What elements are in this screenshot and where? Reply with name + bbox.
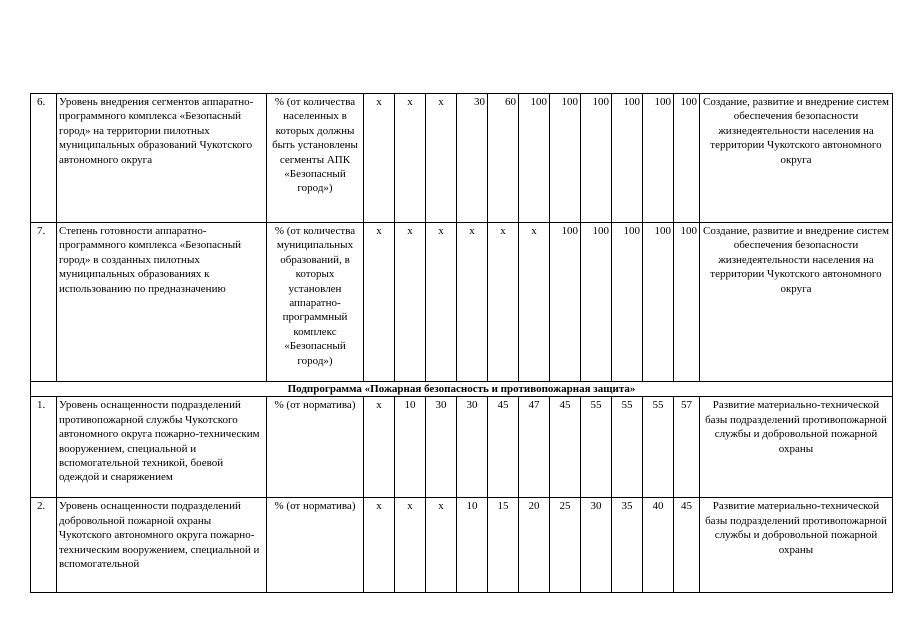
table-row xyxy=(31,223,893,382)
indicator-name: Степень готовности аппаратно-программного комплекса «Безопасный город» в созданных пилотных муниципальных образованиях к использованию по предназначению xyxy=(57,223,267,382)
indicators-table xyxy=(30,93,893,593)
expected-result: Создание, развитие и внедрение систем обеспечения безопасности жизнедеятельности населения на территории Чукотского автономного округа xyxy=(700,94,893,223)
value-cell: 30 xyxy=(457,94,488,223)
indicator-name: Уровень оснащенности подразделений противопожарной службы Чукотского автономного округа пожарно-техническим вооружением, специальной и вспомогательной техникой, боевой одеждой и снаряжением xyxy=(57,397,267,498)
value-cell: 100 xyxy=(612,94,643,223)
value-cell: 100 xyxy=(550,223,581,382)
value-cell: 30 xyxy=(581,498,612,593)
value-cell: х xyxy=(426,498,457,593)
value-cell: х xyxy=(426,94,457,223)
value-cell: х xyxy=(488,223,519,382)
value-cell: 40 xyxy=(643,498,674,593)
value-cell: х xyxy=(395,223,426,382)
table-row xyxy=(31,397,893,498)
indicator-unit: % (от количества муниципальных образований, в которых установлен аппаратно-программный комплекс «Безопасный город») xyxy=(267,223,364,382)
value-cell: 47 xyxy=(519,397,550,498)
value-cell: 100 xyxy=(550,94,581,223)
value-cell: 20 xyxy=(519,498,550,593)
value-cell: 100 xyxy=(612,223,643,382)
indicator-unit: % (от норматива) xyxy=(267,498,364,593)
row-number: 1. xyxy=(31,397,57,498)
value-cell: х xyxy=(519,223,550,382)
value-cell: 55 xyxy=(643,397,674,498)
value-cell: х xyxy=(426,223,457,382)
expected-result: Создание, развитие и внедрение систем обеспечения безопасности жизнедеятельности населения на территории Чукотского автономного округа xyxy=(700,223,893,382)
value-cell: 100 xyxy=(674,94,700,223)
row-number: 6. xyxy=(31,94,57,223)
value-cell: 100 xyxy=(581,94,612,223)
value-cell: х xyxy=(364,397,395,498)
value-cell: х xyxy=(364,498,395,593)
value-cell: 100 xyxy=(581,223,612,382)
expected-result: Развитие материально-технической базы подразделений противопожарной службы и добровольной пожарной охраны xyxy=(700,498,893,593)
value-cell: х xyxy=(364,223,395,382)
indicator-unit: % (от количества населенных в которых должны быть установлены сегменты АПК «Безопасный город») xyxy=(267,94,364,223)
value-cell: х xyxy=(457,223,488,382)
value-cell: х xyxy=(395,94,426,223)
value-cell: 60 xyxy=(488,94,519,223)
value-cell: 25 xyxy=(550,498,581,593)
value-cell: 30 xyxy=(426,397,457,498)
table-row xyxy=(31,94,893,223)
value-cell: 100 xyxy=(643,94,674,223)
value-cell: 10 xyxy=(457,498,488,593)
value-cell: 45 xyxy=(674,498,700,593)
subprogram-header-row xyxy=(31,382,893,397)
indicator-unit: % (от норматива) xyxy=(267,397,364,498)
value-cell: 30 xyxy=(457,397,488,498)
row-number: 2. xyxy=(31,498,57,593)
value-cell: 10 xyxy=(395,397,426,498)
value-cell: 57 xyxy=(674,397,700,498)
value-cell: х xyxy=(395,498,426,593)
row-number: 7. xyxy=(31,223,57,382)
expected-result: Развитие материально-технической базы подразделений противопожарной службы и добровольной пожарной охраны xyxy=(700,397,893,498)
value-cell: 45 xyxy=(550,397,581,498)
value-cell: 100 xyxy=(643,223,674,382)
indicator-name: Уровень внедрения сегментов аппаратно-программного комплекса «Безопасный город» на территории пилотных муниципальных образований Чукотского автономного округа xyxy=(57,94,267,223)
table-row xyxy=(31,498,893,593)
subprogram-title: Подпрограмма «Пожарная безопасность и противопожарная защита» xyxy=(31,382,893,397)
value-cell: 35 xyxy=(612,498,643,593)
indicator-name: Уровень оснащенности подразделений добровольной пожарной охраны Чукотского автономного округа пожарно-техническим вооружением, специальной и вспомогательной xyxy=(57,498,267,593)
value-cell: 100 xyxy=(674,223,700,382)
value-cell: 55 xyxy=(612,397,643,498)
value-cell: 100 xyxy=(519,94,550,223)
value-cell: 55 xyxy=(581,397,612,498)
value-cell: 15 xyxy=(488,498,519,593)
value-cell: 45 xyxy=(488,397,519,498)
value-cell: х xyxy=(364,94,395,223)
